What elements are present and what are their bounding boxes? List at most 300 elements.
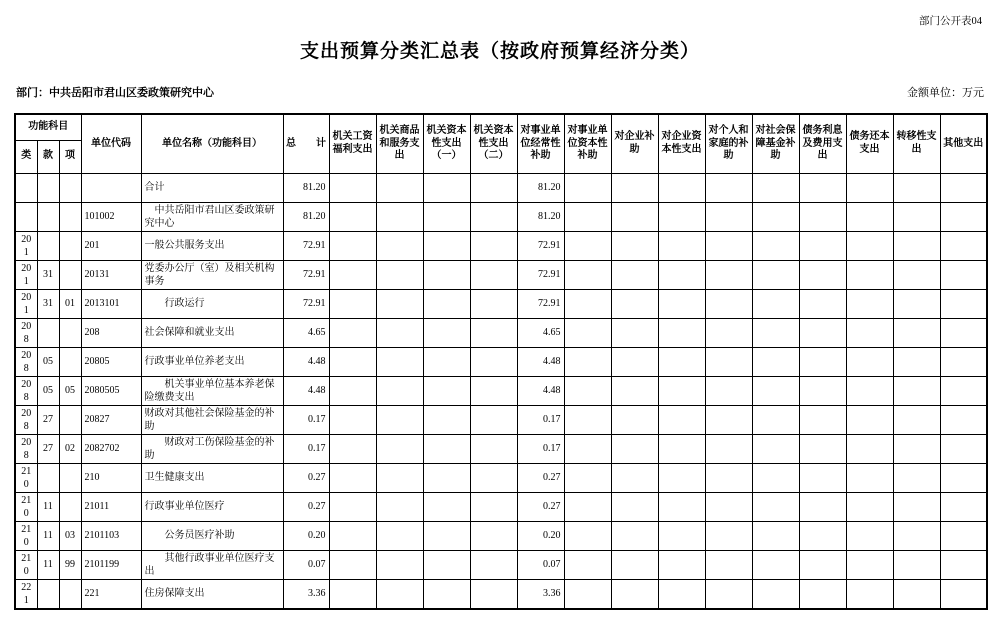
cell-total: 0.17 xyxy=(283,405,329,434)
cell-value xyxy=(376,579,423,609)
cell-item xyxy=(59,318,81,347)
cell-value xyxy=(799,347,846,376)
cell-unit-name: 党委办公厅（室）及相关机构事务 xyxy=(141,260,283,289)
cell-value xyxy=(376,376,423,405)
cell-value xyxy=(611,550,658,579)
cell-item xyxy=(59,579,81,609)
cell-value xyxy=(611,376,658,405)
budget-table xyxy=(14,113,988,610)
cell-value xyxy=(799,492,846,521)
cell-section: 27 xyxy=(37,434,59,463)
cell-total: 0.17 xyxy=(283,434,329,463)
cell-unit-code: 20131 xyxy=(81,260,141,289)
cell-value xyxy=(564,492,611,521)
cell-value xyxy=(893,318,940,347)
col-header-unit-name: 单位名称（功能科目） xyxy=(141,114,283,173)
cell-value xyxy=(611,173,658,202)
cell-value xyxy=(658,376,705,405)
col-header-functional-subject: 功能科目 xyxy=(15,114,81,140)
cell-unit-code: 2101103 xyxy=(81,521,141,550)
cell-unit-name: 机关事业单位基本养老保险缴费支出 xyxy=(141,376,283,405)
cell-item xyxy=(59,173,81,202)
cell-section xyxy=(37,318,59,347)
cell-section: 11 xyxy=(37,521,59,550)
cell-value xyxy=(752,289,799,318)
cell-item xyxy=(59,231,81,260)
cell-total: 81.20 xyxy=(283,173,329,202)
cell-item: 99 xyxy=(59,550,81,579)
cell-unit-name: 公务员医疗补助 xyxy=(141,521,283,550)
cell-value xyxy=(329,231,376,260)
cell-value xyxy=(940,405,987,434)
table-row xyxy=(15,260,987,289)
cell-total: 3.36 xyxy=(283,579,329,609)
cell-section: 31 xyxy=(37,260,59,289)
table-row xyxy=(15,347,987,376)
cell-total: 0.07 xyxy=(283,550,329,579)
cell-total: 72.91 xyxy=(283,289,329,318)
cell-value xyxy=(893,463,940,492)
col-header-value: 机关工资福利支出 xyxy=(329,114,376,173)
cell-value xyxy=(376,521,423,550)
cell-value xyxy=(799,550,846,579)
cell-value xyxy=(940,347,987,376)
cell-value xyxy=(940,202,987,231)
cell-value xyxy=(799,202,846,231)
cell-unit-code: 210 xyxy=(81,463,141,492)
cell-value xyxy=(376,202,423,231)
cell-value xyxy=(846,318,893,347)
cell-value xyxy=(611,347,658,376)
cell-item xyxy=(59,405,81,434)
cell-class: 201 xyxy=(15,231,37,260)
col-header-item: 项 xyxy=(59,140,81,173)
cell-value xyxy=(611,463,658,492)
cell-value xyxy=(564,521,611,550)
cell-total: 4.65 xyxy=(283,318,329,347)
cell-value xyxy=(423,318,470,347)
cell-value xyxy=(423,231,470,260)
cell-value xyxy=(423,289,470,318)
cell-section: 11 xyxy=(37,550,59,579)
department-label: 部门：中共岳阳市君山区委政策研究中心 xyxy=(16,87,214,99)
cell-total: 0.27 xyxy=(283,492,329,521)
cell-value xyxy=(799,260,846,289)
cell-value xyxy=(705,579,752,609)
table-row xyxy=(15,463,987,492)
cell-item: 03 xyxy=(59,521,81,550)
cell-value xyxy=(846,492,893,521)
cell-value xyxy=(893,260,940,289)
cell-value xyxy=(658,579,705,609)
col-header-value: 机关资本性支出（二） xyxy=(470,114,517,173)
cell-value xyxy=(423,347,470,376)
cell-value xyxy=(705,173,752,202)
cell-value xyxy=(470,376,517,405)
cell-value xyxy=(940,260,987,289)
col-header-total: 总 计 xyxy=(283,114,329,173)
cell-section xyxy=(37,173,59,202)
cell-class: 201 xyxy=(15,289,37,318)
cell-unit-code: 221 xyxy=(81,579,141,609)
cell-value xyxy=(564,231,611,260)
col-header-value: 对事业单位资本性补助 xyxy=(564,114,611,173)
cell-class: 210 xyxy=(15,550,37,579)
cell-value: 81.20 xyxy=(517,173,564,202)
cell-value xyxy=(470,347,517,376)
cell-value xyxy=(752,463,799,492)
cell-value xyxy=(376,173,423,202)
cell-class: 208 xyxy=(15,434,37,463)
cell-value xyxy=(940,463,987,492)
cell-value xyxy=(611,289,658,318)
cell-value xyxy=(564,260,611,289)
cell-value xyxy=(658,347,705,376)
cell-class: 208 xyxy=(15,347,37,376)
cell-value xyxy=(470,231,517,260)
cell-value xyxy=(799,463,846,492)
cell-value xyxy=(423,434,470,463)
cell-value: 72.91 xyxy=(517,231,564,260)
cell-value xyxy=(564,550,611,579)
cell-unit-code: 21011 xyxy=(81,492,141,521)
col-header-value: 债务还本支出 xyxy=(846,114,893,173)
cell-value xyxy=(893,492,940,521)
cell-class: 210 xyxy=(15,521,37,550)
cell-value xyxy=(799,405,846,434)
cell-value: 72.91 xyxy=(517,289,564,318)
cell-unit-name: 卫生健康支出 xyxy=(141,463,283,492)
cell-unit-name: 合计 xyxy=(141,173,283,202)
cell-value xyxy=(376,318,423,347)
cell-value xyxy=(470,173,517,202)
cell-value xyxy=(329,318,376,347)
cell-value xyxy=(470,202,517,231)
cell-item xyxy=(59,202,81,231)
cell-unit-name: 一般公共服务支出 xyxy=(141,231,283,260)
cell-value xyxy=(611,492,658,521)
cell-value xyxy=(470,492,517,521)
cell-value xyxy=(611,260,658,289)
cell-value xyxy=(752,347,799,376)
cell-value xyxy=(799,173,846,202)
cell-value: 4.65 xyxy=(517,318,564,347)
cell-unit-code: 208 xyxy=(81,318,141,347)
cell-class: 210 xyxy=(15,492,37,521)
table-row xyxy=(15,376,987,405)
cell-value xyxy=(564,376,611,405)
cell-value xyxy=(705,318,752,347)
cell-value xyxy=(893,289,940,318)
cell-section: 05 xyxy=(37,376,59,405)
cell-item xyxy=(59,347,81,376)
amount-unit-label: 金额单位：万元 xyxy=(907,87,984,99)
col-header-value: 机关商品和服务支出 xyxy=(376,114,423,173)
col-header-value: 对企业补助 xyxy=(611,114,658,173)
cell-value xyxy=(611,579,658,609)
cell-value xyxy=(611,405,658,434)
cell-value xyxy=(940,434,987,463)
cell-value xyxy=(564,434,611,463)
cell-value xyxy=(893,521,940,550)
cell-unit-name: 财政对工伤保险基金的补助 xyxy=(141,434,283,463)
cell-value xyxy=(329,492,376,521)
cell-value xyxy=(470,289,517,318)
cell-value xyxy=(423,579,470,609)
cell-value xyxy=(564,289,611,318)
cell-value xyxy=(658,550,705,579)
cell-value: 0.07 xyxy=(517,550,564,579)
cell-value xyxy=(893,347,940,376)
cell-unit-code: 2013101 xyxy=(81,289,141,318)
cell-value xyxy=(611,434,658,463)
cell-unit-name: 社会保障和就业支出 xyxy=(141,318,283,347)
cell-value xyxy=(376,260,423,289)
cell-section: 11 xyxy=(37,492,59,521)
cell-value xyxy=(705,376,752,405)
col-header-value: 对社会保障基金补助 xyxy=(752,114,799,173)
col-header-value: 债务利息及费用支出 xyxy=(799,114,846,173)
cell-value xyxy=(376,347,423,376)
cell-unit-name: 中共岳阳市君山区委政策研究中心 xyxy=(141,202,283,231)
cell-value xyxy=(470,463,517,492)
cell-section xyxy=(37,463,59,492)
meta-row xyxy=(16,84,984,98)
cell-value xyxy=(799,289,846,318)
cell-value xyxy=(329,405,376,434)
cell-value xyxy=(846,521,893,550)
cell-value xyxy=(752,260,799,289)
cell-value xyxy=(329,260,376,289)
cell-value xyxy=(893,405,940,434)
cell-unit-code: 2080505 xyxy=(81,376,141,405)
cell-class: 208 xyxy=(15,405,37,434)
cell-value xyxy=(329,289,376,318)
cell-value xyxy=(658,434,705,463)
cell-value: 4.48 xyxy=(517,376,564,405)
cell-value xyxy=(376,492,423,521)
cell-class: 221 xyxy=(15,579,37,609)
table-row xyxy=(15,550,987,579)
table-row xyxy=(15,173,987,202)
cell-value xyxy=(940,376,987,405)
cell-value xyxy=(423,202,470,231)
cell-value: 0.27 xyxy=(517,492,564,521)
doc-label: 部门公开表04 xyxy=(919,16,982,27)
cell-value xyxy=(893,434,940,463)
cell-section: 31 xyxy=(37,289,59,318)
cell-value xyxy=(705,231,752,260)
cell-value xyxy=(752,231,799,260)
cell-value xyxy=(846,550,893,579)
cell-value xyxy=(705,463,752,492)
cell-value xyxy=(893,231,940,260)
cell-unit-code: 20827 xyxy=(81,405,141,434)
cell-value xyxy=(846,202,893,231)
cell-value xyxy=(940,289,987,318)
cell-unit-name: 财政对其他社会保险基金的补助 xyxy=(141,405,283,434)
col-header-class: 类 xyxy=(15,140,37,173)
cell-item: 05 xyxy=(59,376,81,405)
cell-value xyxy=(611,521,658,550)
cell-section xyxy=(37,231,59,260)
cell-value xyxy=(940,173,987,202)
cell-value xyxy=(329,434,376,463)
cell-value: 72.91 xyxy=(517,260,564,289)
cell-value xyxy=(658,405,705,434)
cell-value xyxy=(658,492,705,521)
cell-unit-code: 101002 xyxy=(81,202,141,231)
cell-value xyxy=(799,579,846,609)
cell-value xyxy=(752,376,799,405)
cell-unit-name: 行政事业单位养老支出 xyxy=(141,347,283,376)
cell-class: 210 xyxy=(15,463,37,492)
col-header-value: 对事业单位经常性补助 xyxy=(517,114,564,173)
cell-value xyxy=(564,202,611,231)
cell-value xyxy=(611,202,658,231)
cell-value xyxy=(470,579,517,609)
cell-value xyxy=(564,579,611,609)
cell-value: 4.48 xyxy=(517,347,564,376)
cell-value: 0.17 xyxy=(517,434,564,463)
table-header xyxy=(15,114,987,173)
cell-unit-code: 2082702 xyxy=(81,434,141,463)
cell-value xyxy=(893,579,940,609)
cell-value: 81.20 xyxy=(517,202,564,231)
cell-value xyxy=(752,405,799,434)
budget-table-container xyxy=(14,113,988,610)
table-row xyxy=(15,289,987,318)
cell-value xyxy=(564,173,611,202)
cell-item: 02 xyxy=(59,434,81,463)
cell-item xyxy=(59,492,81,521)
cell-value xyxy=(470,550,517,579)
col-header-value: 对企业资本性支出 xyxy=(658,114,705,173)
table-row xyxy=(15,434,987,463)
cell-total: 0.27 xyxy=(283,463,329,492)
col-header-unit-code: 单位代码 xyxy=(81,114,141,173)
cell-value xyxy=(423,376,470,405)
cell-section: 27 xyxy=(37,405,59,434)
cell-value xyxy=(846,289,893,318)
cell-value xyxy=(752,202,799,231)
cell-value xyxy=(376,434,423,463)
table-row xyxy=(15,202,987,231)
cell-total: 72.91 xyxy=(283,231,329,260)
cell-value xyxy=(846,231,893,260)
table-row xyxy=(15,579,987,609)
cell-section: 05 xyxy=(37,347,59,376)
cell-value xyxy=(705,521,752,550)
cell-unit-code: 20805 xyxy=(81,347,141,376)
cell-total: 4.48 xyxy=(283,376,329,405)
cell-value xyxy=(423,550,470,579)
cell-value xyxy=(423,173,470,202)
cell-value xyxy=(846,173,893,202)
table-row xyxy=(15,318,987,347)
cell-value xyxy=(846,405,893,434)
cell-value xyxy=(564,318,611,347)
cell-value xyxy=(423,260,470,289)
table-body xyxy=(15,173,987,609)
cell-value xyxy=(705,405,752,434)
cell-value xyxy=(423,521,470,550)
cell-class: 208 xyxy=(15,376,37,405)
cell-value xyxy=(752,492,799,521)
cell-value xyxy=(376,231,423,260)
cell-value xyxy=(893,550,940,579)
cell-value xyxy=(611,318,658,347)
cell-value xyxy=(423,492,470,521)
cell-value xyxy=(799,521,846,550)
cell-value xyxy=(940,492,987,521)
col-header-section: 款 xyxy=(37,140,59,173)
cell-value xyxy=(940,550,987,579)
cell-value xyxy=(329,173,376,202)
cell-class xyxy=(15,202,37,231)
cell-value xyxy=(752,318,799,347)
cell-value xyxy=(376,550,423,579)
cell-value xyxy=(329,463,376,492)
cell-value xyxy=(705,347,752,376)
cell-value xyxy=(376,405,423,434)
cell-total: 0.20 xyxy=(283,521,329,550)
cell-class xyxy=(15,173,37,202)
cell-value xyxy=(705,492,752,521)
cell-value xyxy=(940,579,987,609)
cell-value xyxy=(470,521,517,550)
cell-value xyxy=(329,347,376,376)
cell-value xyxy=(423,463,470,492)
cell-value xyxy=(893,376,940,405)
cell-section xyxy=(37,579,59,609)
cell-value xyxy=(329,202,376,231)
cell-unit-code: 2101199 xyxy=(81,550,141,579)
cell-value xyxy=(658,463,705,492)
page-title: 支出预算分类汇总表（按政府预算经济分类） xyxy=(299,41,700,62)
cell-value xyxy=(846,579,893,609)
cell-value xyxy=(705,289,752,318)
cell-value xyxy=(658,289,705,318)
cell-value xyxy=(658,173,705,202)
cell-class: 201 xyxy=(15,260,37,289)
cell-item xyxy=(59,463,81,492)
cell-value xyxy=(752,521,799,550)
cell-unit-name: 住房保障支出 xyxy=(141,579,283,609)
table-row xyxy=(15,231,987,260)
cell-value xyxy=(752,579,799,609)
cell-value xyxy=(611,231,658,260)
cell-value xyxy=(658,521,705,550)
cell-value xyxy=(940,231,987,260)
table-row xyxy=(15,521,987,550)
cell-value xyxy=(470,405,517,434)
cell-value xyxy=(893,173,940,202)
cell-value xyxy=(799,231,846,260)
cell-value xyxy=(846,376,893,405)
cell-value: 0.27 xyxy=(517,463,564,492)
col-header-value: 对个人和家庭的补助 xyxy=(705,114,752,173)
cell-value xyxy=(329,579,376,609)
cell-value xyxy=(705,260,752,289)
cell-value xyxy=(564,347,611,376)
cell-value xyxy=(658,231,705,260)
cell-value xyxy=(799,318,846,347)
cell-value xyxy=(705,202,752,231)
cell-value xyxy=(940,318,987,347)
cell-section xyxy=(37,202,59,231)
cell-value xyxy=(658,318,705,347)
